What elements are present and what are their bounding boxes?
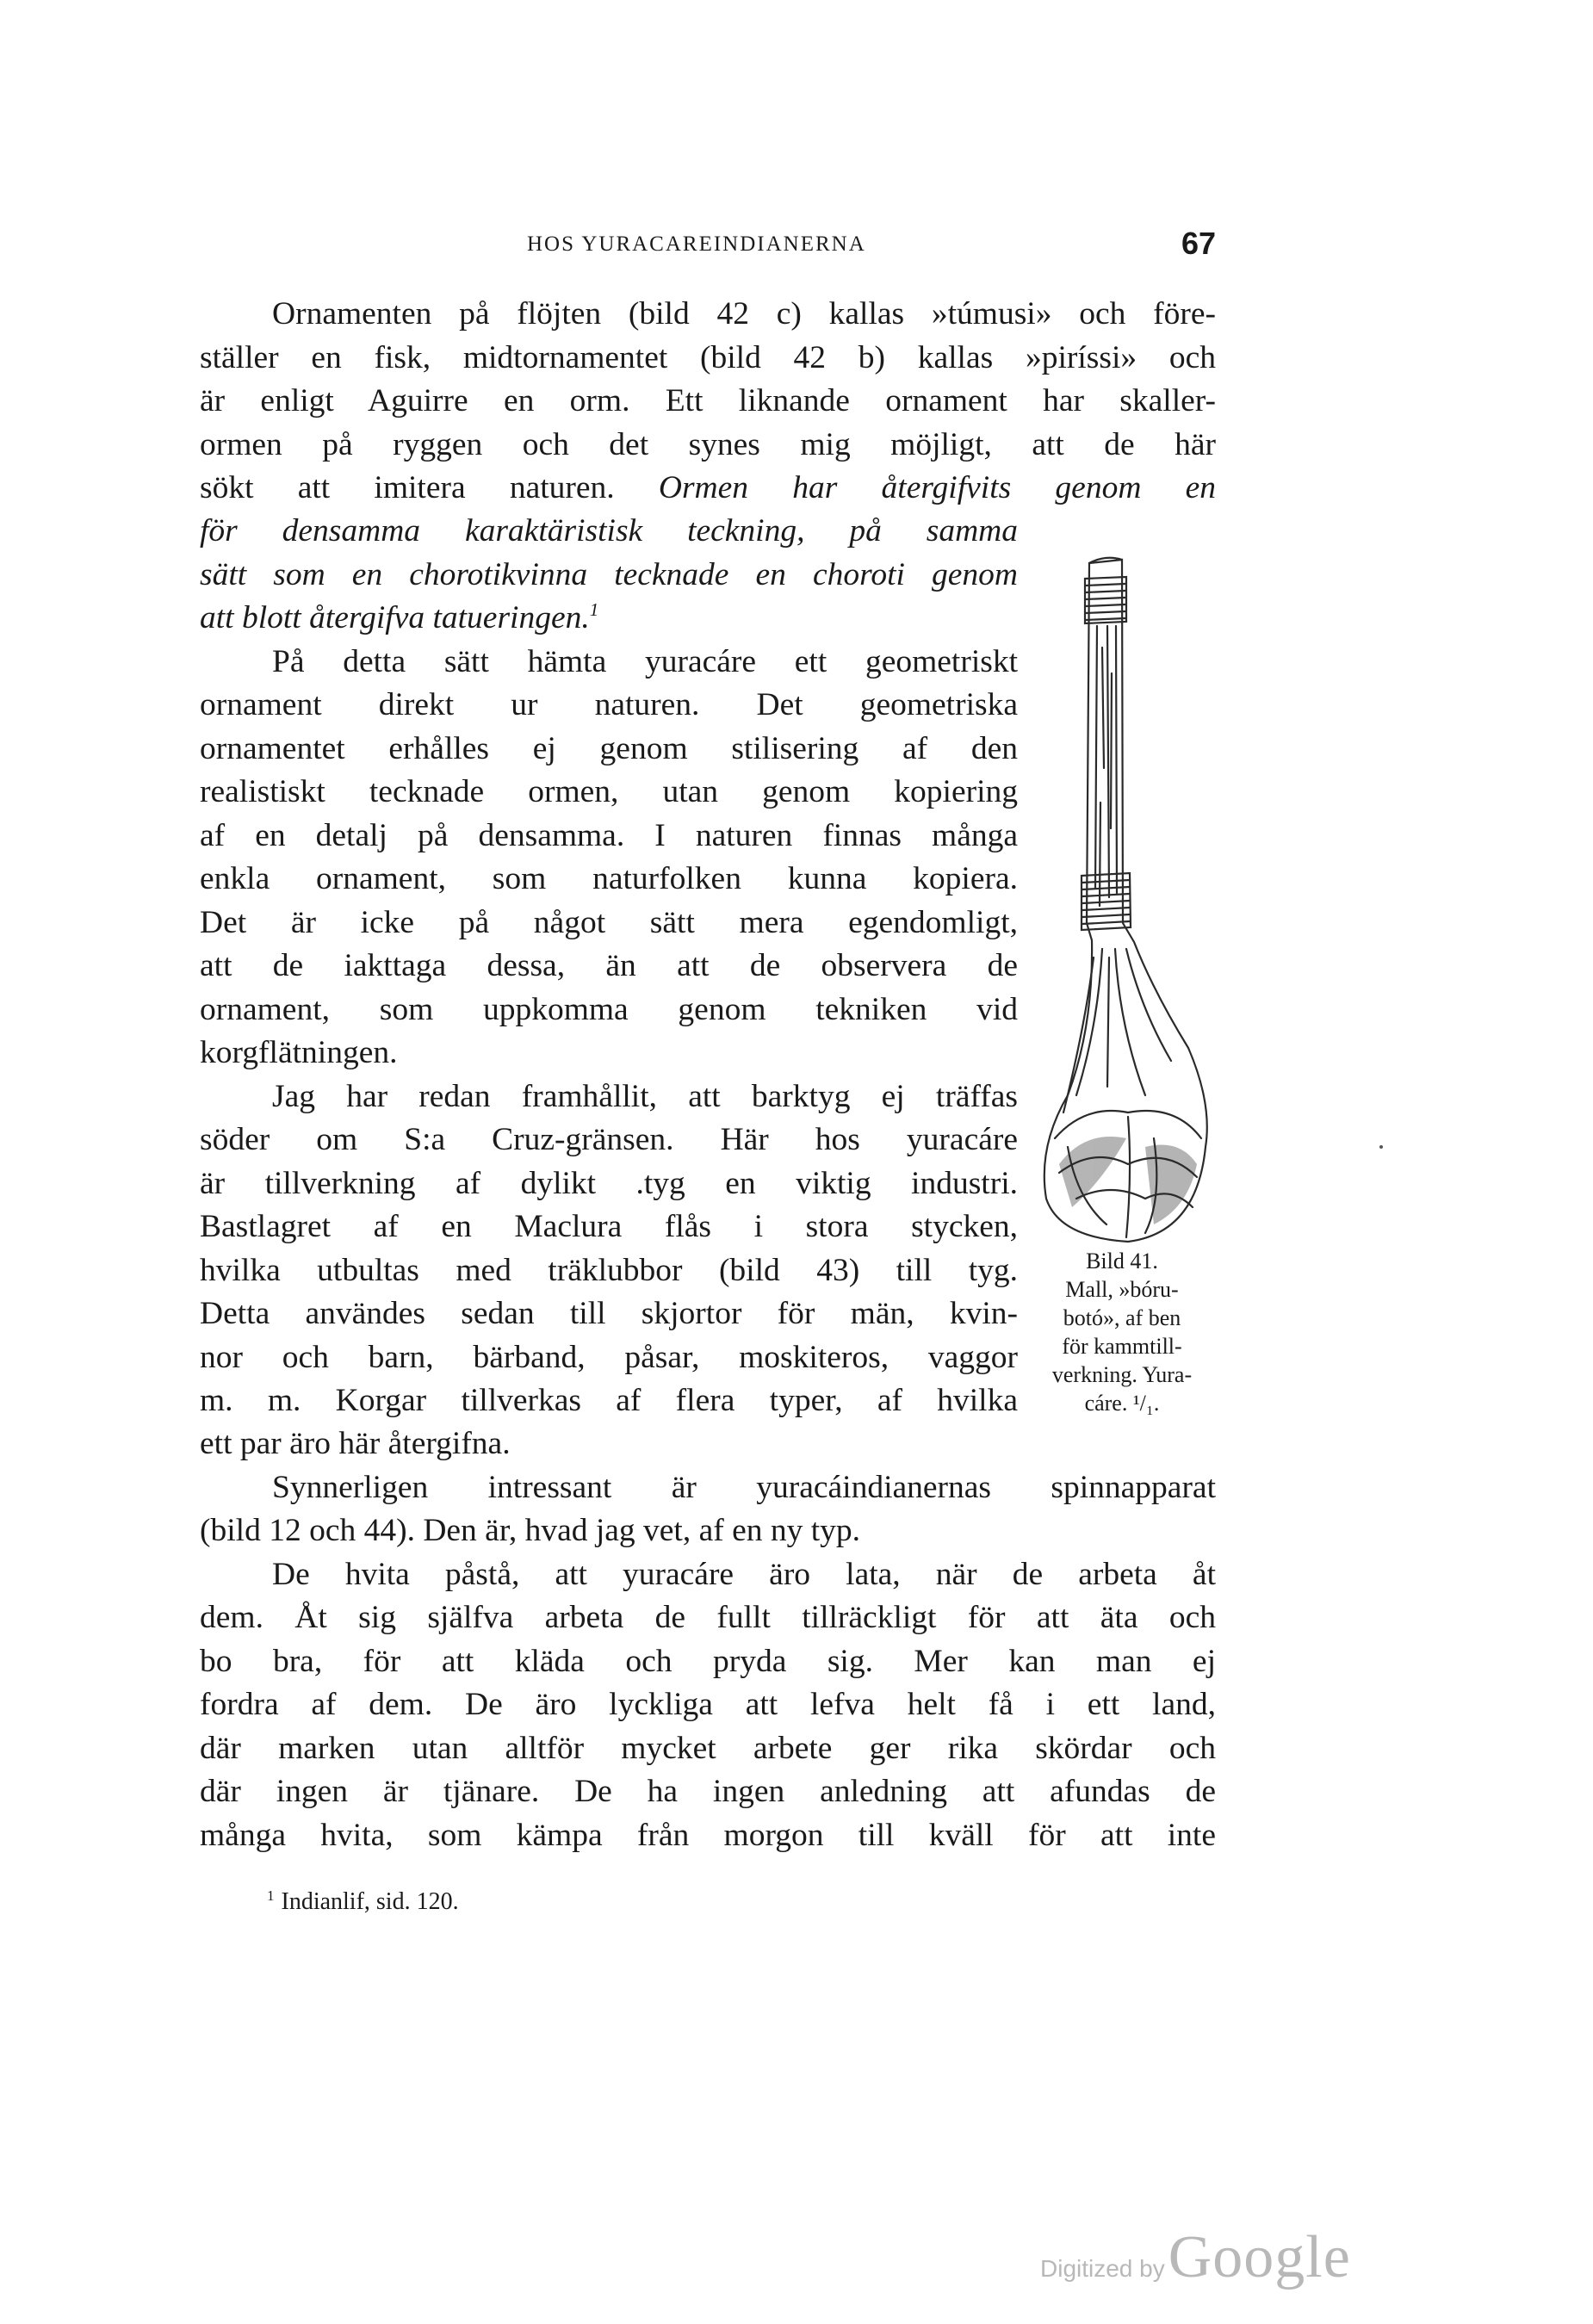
text-line: hvilka utbultas med träklubbor (bild 43) till tyg. [200, 1252, 1018, 1288]
paragraph-spinning-and-work [200, 1422, 1216, 1857]
text-line: ett par äro här återgifna. [200, 1426, 511, 1461]
caption-line: cáre. ¹/₁. [1084, 1391, 1160, 1416]
text-line: Bastlagret af en Maclura flås i stora stycken, [200, 1209, 1018, 1244]
text-line: korgflätningen. [200, 1035, 398, 1070]
text-line: att de iakttaga dessa, än att de observera de [200, 948, 1018, 983]
text-line: Jag har redan framhållit, att barktyg ej träffas [272, 1078, 1018, 1114]
text-line: Synnerligen intressant är yuracáindianernas spinnapparat [272, 1469, 1216, 1505]
footnote [267, 1888, 459, 1916]
paragraph-ornament [200, 293, 1216, 511]
text-line: där marken utan alltför mycket arbete ger rika skördar och [200, 1730, 1216, 1766]
text-line: Det är icke på något sätt mera egendomligt, [200, 904, 1018, 940]
text-line: bo bra, för att kläda och pryda sig. Mer kan man ej [200, 1643, 1216, 1679]
text-line: ornament, som uppkomma genom tekniken vid [200, 991, 1018, 1027]
text-line: många hvita, som kämpa från morgon till kväll för att inte [200, 1817, 1216, 1853]
text-line: är enligt Aguirre en orm. Ett liknande ornament har skaller- [200, 383, 1216, 418]
italic-last: att blott återgifva tatueringen. [200, 600, 590, 635]
text-line: där ingen är tjänare. De ha ingen anledning att afundas de [200, 1774, 1216, 1809]
italic-line [200, 597, 1018, 641]
italic-line: för densamma karaktäristisk teckning, på samma [200, 513, 1018, 548]
text-line: nor och barn, bärband, påsar, moskiteros, vaggor [200, 1339, 1018, 1375]
text-line: Detta användes sedan till skjortor för män, kvin- [200, 1296, 1018, 1331]
bone-tool-illustration [1025, 544, 1224, 1259]
scan-speck [1379, 1145, 1383, 1149]
footnote-reference: 1 [589, 599, 599, 620]
text-line-start: sökt att imitera naturen. [200, 470, 615, 505]
google-logo: Google [1168, 2224, 1351, 2290]
text-line: söder om S:a Cruz-gränsen. Här hos yuracáre [200, 1122, 1018, 1157]
text-line: af en detalj på densamma. I naturen finnas många [200, 817, 1018, 853]
italic-line: sätt som en chorotikvinna tecknade en choroti genom [200, 556, 1018, 592]
caption-line: Mall, »bóru- [1065, 1277, 1179, 1302]
text-line: ormen på ryggen och det synes mig möjligt, att de här [200, 426, 1216, 462]
text-line: De hvita påstå, att yuracáre äro lata, när de arbeta åt [272, 1556, 1216, 1592]
text-line: På detta sätt hämta yuracáre ett geometriskt [272, 643, 1018, 679]
text-line [200, 467, 1216, 511]
figure-bone-tool [1025, 544, 1224, 1259]
text-line: ornamentet erhålles ej genom stilisering af den [200, 730, 1018, 766]
text-line: Ornamenten på flöjten (bild 42 c) kallas »túmusi» och före- [272, 296, 1216, 332]
text-line: är tillverkning af dylikt .tyg en viktig industri. [200, 1165, 1018, 1201]
column-beside-figure [200, 510, 1018, 1423]
text-line: m. m. Korgar tillverkas af flera typer, af hvilka [200, 1383, 1018, 1418]
text-line: dem. Åt sig själfva arbeta de fullt tillräckligt för att äta och [200, 1600, 1216, 1635]
text-line: (bild 12 och 44). Den är, hvad jag vet, af en ny typ. [200, 1513, 861, 1548]
text-line: realistiskt tecknade ormen, utan genom kopiering [200, 774, 1018, 809]
caption-line: för kammtill- [1062, 1334, 1182, 1359]
caption-line: botó», af ben [1063, 1305, 1181, 1330]
text-line: ornament direkt ur naturen. Det geometriska [200, 687, 1018, 722]
text-line: enkla ornament, som naturfolken kunna kopiera. [200, 861, 1018, 896]
page-header [200, 226, 1216, 269]
running-head: HOS YURACAREINDIANERNA [527, 232, 866, 256]
text-line: fordra af dem. De äro lyckliga att lefva helt få i ett land, [200, 1687, 1216, 1722]
caption-line: verkning. Yura- [1051, 1362, 1193, 1387]
caption-line: Bild 41. [1086, 1249, 1158, 1274]
text-line: ställer en fisk, midtornamentet (bild 42 b) kallas »piríssi» och [200, 339, 1216, 375]
footnote-text: Indianlif, sid. 120. [281, 1888, 459, 1915]
digitized-watermark [1040, 2223, 1351, 2292]
digitized-by-text: Digitized by [1040, 2255, 1165, 2282]
page-number: 67 [1181, 226, 1216, 261]
footnote-marker: 1 [267, 1887, 275, 1904]
figure-caption [1014, 1247, 1230, 1417]
italic-text: Ormen har återgifvits genom en [658, 470, 1217, 505]
